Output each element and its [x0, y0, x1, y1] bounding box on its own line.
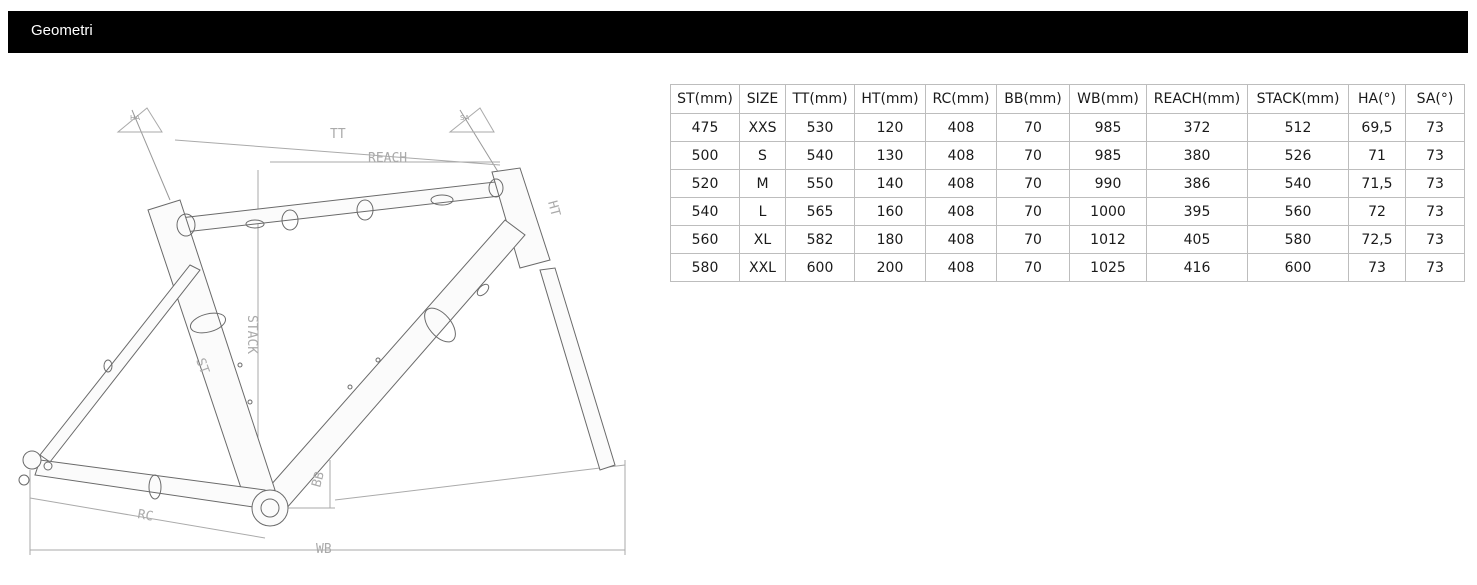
geometry-table: [670, 84, 1465, 282]
table-cell: 372: [1147, 114, 1248, 142]
table-cell: 600: [786, 254, 855, 282]
table-cell: 582: [786, 226, 855, 254]
table-cell: 130: [855, 142, 926, 170]
table-cell: 408: [926, 254, 997, 282]
table-cell: 580: [671, 254, 740, 282]
table-cell: 180: [855, 226, 926, 254]
table-cell: 380: [1147, 142, 1248, 170]
table-cell: 160: [855, 198, 926, 226]
table-row: [671, 198, 1465, 226]
wb-label: WB: [316, 542, 332, 557]
section-title: Geometri: [31, 22, 93, 39]
table-cell: 386: [1147, 170, 1248, 198]
table-cell: 985: [1070, 142, 1147, 170]
table-row: [671, 114, 1465, 142]
table-cell: 405: [1147, 226, 1248, 254]
table-cell: 71,5: [1349, 170, 1406, 198]
table-cell: 72: [1349, 198, 1406, 226]
table-cell: 70: [997, 254, 1070, 282]
table-cell: 73: [1406, 170, 1465, 198]
ht-label: HT: [544, 199, 563, 219]
col-header: RC(mm): [926, 85, 997, 114]
table-cell: 985: [1070, 114, 1147, 142]
table-cell: 408: [926, 226, 997, 254]
seat-stays: [40, 265, 200, 462]
col-header: SA(°): [1406, 85, 1465, 114]
table-cell: 530: [786, 114, 855, 142]
bb-label: BB: [309, 470, 328, 490]
table-cell: 565: [786, 198, 855, 226]
table-cell: 512: [1248, 114, 1349, 142]
table-cell: 70: [997, 226, 1070, 254]
col-header: REACH(mm): [1147, 85, 1248, 114]
table-row: [671, 226, 1465, 254]
sa-angle-marker: [450, 108, 500, 175]
table-cell: 520: [671, 170, 740, 198]
stack-label: STACK: [244, 315, 259, 355]
rc-label: RC: [136, 507, 155, 525]
table-cell: 71: [1349, 142, 1406, 170]
bottom-bracket: [252, 490, 288, 526]
col-header: STACK(mm): [1248, 85, 1349, 114]
table-cell: 416: [1147, 254, 1248, 282]
col-header: BB(mm): [997, 85, 1070, 114]
table-cell: XXS: [740, 114, 786, 142]
table-row: [671, 254, 1465, 282]
table-cell: 70: [997, 142, 1070, 170]
table-cell: 73: [1406, 226, 1465, 254]
table-cell: 408: [926, 114, 997, 142]
table-cell: 70: [997, 198, 1070, 226]
col-header: HT(mm): [855, 85, 926, 114]
table-cell: 560: [1248, 198, 1349, 226]
frame-diagram: [0, 90, 650, 570]
table-cell: 69,5: [1349, 114, 1406, 142]
reach-label: REACH: [368, 151, 408, 166]
top-tube: [180, 182, 500, 232]
table-cell: 990: [1070, 170, 1147, 198]
chain-stays: [35, 460, 265, 508]
table-cell: 580: [1248, 226, 1349, 254]
table-cell: 395: [1147, 198, 1248, 226]
down-tube: [262, 220, 525, 510]
table-cell: 140: [855, 170, 926, 198]
table-cell: 540: [1248, 170, 1349, 198]
table-cell: 1000: [1070, 198, 1147, 226]
table-cell: 600: [1248, 254, 1349, 282]
table-cell: 73: [1406, 114, 1465, 142]
table-cell: 540: [671, 198, 740, 226]
table-cell: XXL: [740, 254, 786, 282]
table-cell: 70: [997, 170, 1070, 198]
svg-text:SA: SA: [460, 114, 470, 122]
col-header: SIZE: [740, 85, 786, 114]
table-header-row: [671, 85, 1465, 114]
table-cell: 73: [1406, 142, 1465, 170]
table-cell: M: [740, 170, 786, 198]
col-header: TT(mm): [786, 85, 855, 114]
table-cell: 73: [1406, 254, 1465, 282]
table-cell: 408: [926, 198, 997, 226]
table-row: [671, 170, 1465, 198]
table-cell: 500: [671, 142, 740, 170]
table-cell: 200: [855, 254, 926, 282]
col-header: WB(mm): [1070, 85, 1147, 114]
col-header: HA(°): [1349, 85, 1406, 114]
table-cell: S: [740, 142, 786, 170]
table-cell: 475: [671, 114, 740, 142]
table-cell: XL: [740, 226, 786, 254]
tt-label: TT: [330, 127, 346, 142]
ha-angle-marker: [118, 108, 170, 200]
table-cell: 526: [1248, 142, 1349, 170]
table-cell: 560: [671, 226, 740, 254]
frame-geometry-drawing: [0, 90, 650, 570]
table-cell: 120: [855, 114, 926, 142]
table-cell: 408: [926, 142, 997, 170]
fork: [540, 268, 615, 470]
table-cell: 73: [1349, 254, 1406, 282]
section-header: [8, 11, 1468, 53]
table-cell: L: [740, 198, 786, 226]
table-row: [671, 142, 1465, 170]
table-cell: 550: [786, 170, 855, 198]
table-cell: 70: [997, 114, 1070, 142]
table-cell: 540: [786, 142, 855, 170]
table-cell: 1012: [1070, 226, 1147, 254]
table-cell: 408: [926, 170, 997, 198]
table-cell: 1025: [1070, 254, 1147, 282]
st-label: ST: [192, 356, 212, 377]
table-cell: 72,5: [1349, 226, 1406, 254]
svg-text:HA: HA: [130, 114, 141, 122]
col-header: ST(mm): [671, 85, 740, 114]
table-cell: 73: [1406, 198, 1465, 226]
